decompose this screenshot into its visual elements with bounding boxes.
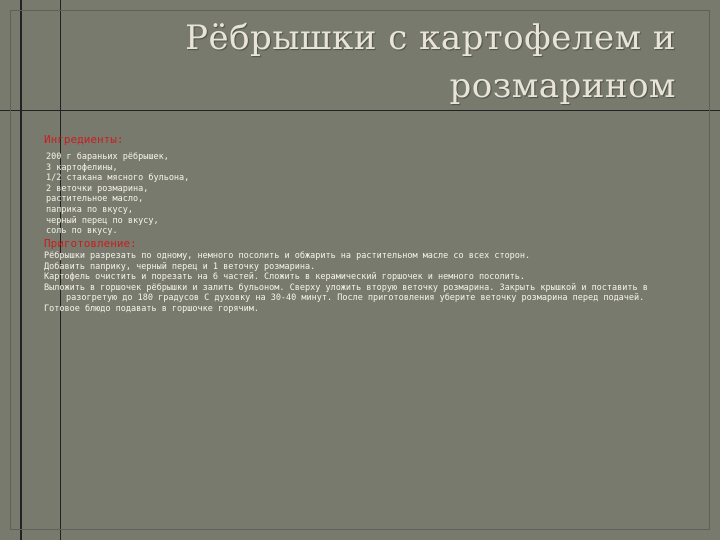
- preparation-step: Картофель очистить и порезать на 6 частей. Сложить в керамический горшочек и немного посолить.: [44, 272, 526, 283]
- title-line-2: розмарином: [449, 66, 676, 106]
- preparation-step: Готовое блюдо подавать в горшочке горячим.: [44, 303, 259, 314]
- preparation-step: Выложить в горшочек рёбрышки и залить бульоном. Сверху уложить вторую веточку розмарина. Закрыть крышкой и поставить в разогретую до 180 градусов С духовку на 30-40 минут. После приготовления уберите веточку розмарина перед подачей.: [44, 282, 648, 304]
- ingredient-item: соль по вкусу.: [46, 226, 118, 237]
- preparation-step: Добавить паприку, черный перец и 1 веточку розмарина.: [44, 261, 316, 272]
- preparation-heading: Приготовление:: [44, 237, 137, 250]
- ingredients-heading: Ингредиенты:: [44, 133, 124, 146]
- title-line-1: Рёбрышки с картофелем и: [185, 18, 676, 58]
- preparation-steps: [44, 251, 674, 315]
- preparation-step: Рёбрышки разрезать по одному, немного посолить и обжарить на растительном масле со всех сторон.: [44, 251, 531, 261]
- ingredients-list: [46, 152, 189, 237]
- ingredient-item: 2 веточки розмарина,: [46, 183, 149, 194]
- ingredient-item: паприка по вкусу,: [46, 204, 133, 215]
- slide-title: [116, 14, 676, 110]
- ingredient-item: 200 г бараньих рёбрышек,: [46, 152, 169, 162]
- ingredient-item: 3 картофелины,: [46, 162, 118, 173]
- ingredient-item: растительное масло,: [46, 194, 144, 205]
- ingredient-item: черный перец по вкусу,: [46, 215, 159, 226]
- ingredient-item: 1/2 стакана мясного бульона,: [46, 173, 190, 184]
